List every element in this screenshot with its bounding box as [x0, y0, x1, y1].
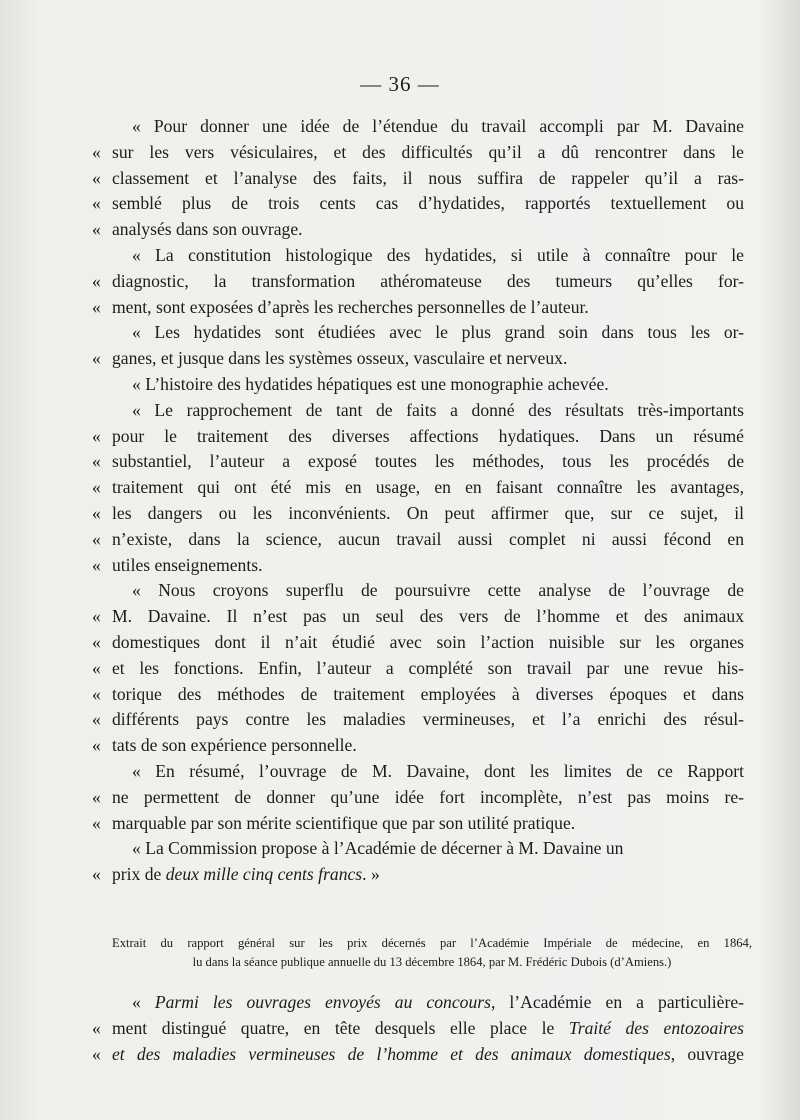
closing-italic-2: Traité des entozoaires [568, 1017, 744, 1038]
line-text: « L’histoire des hydatides hépatiques est une monographie achevée. [132, 373, 609, 394]
quote-mark: « [92, 657, 101, 678]
closing-line-3 [92, 1042, 744, 1068]
text-line [112, 578, 744, 604]
line-text: différents pays contre les maladies vermineuses, et l’a enrichi des résul- [112, 709, 744, 730]
text-line [112, 243, 744, 269]
quote-mark: « [92, 167, 101, 188]
text-line [92, 501, 744, 527]
quote-mark: « [92, 1043, 101, 1064]
quote-mark: « [92, 219, 101, 240]
line-text: ment, sont exposées d’après les recherches personnelles de l’auteur. [112, 296, 589, 317]
text-line [92, 707, 744, 733]
quote-mark: « [92, 502, 101, 523]
quote-mark: « [92, 296, 101, 317]
main-text [92, 114, 744, 888]
line-text: pour le traitement des diverses affections hydatiques. Dans un résumé [112, 425, 744, 446]
text-line [92, 527, 744, 553]
line-text: « En résumé, l’ouvrage de M. Davaine, dont les limites de ce Rapport [132, 760, 744, 781]
text-line [92, 217, 744, 243]
quote-mark: « [92, 812, 101, 833]
line-text: « Pour donner une idée de l’étendue du travail accompli par M. Davaine [132, 116, 744, 136]
page-number: — 36 — [360, 72, 440, 96]
line-text: analysés dans son ouvrage. [112, 219, 303, 240]
text-line [92, 811, 744, 837]
text-line [92, 475, 744, 501]
line-text: M. Davaine. Il n’est pas un seul des vers de l’homme et des animaux [112, 606, 744, 627]
closing-text-2 [112, 1018, 744, 1038]
closing-italic-1: Parmi les ouvrages envoyés au concours [154, 992, 491, 1012]
quote-mark: « [92, 425, 101, 446]
closing-part-2a: ment distingué quatre, en tête desquels elle place le [112, 1017, 569, 1038]
text-line [112, 836, 744, 862]
quote-mark: « [92, 477, 101, 498]
line-text: utiles enseignements. [112, 554, 263, 575]
line-text: semblé plus de trois cents cas d’hydatides, rapportés textuellement ou [112, 193, 744, 214]
quote-mark: « [92, 141, 101, 162]
closing-text [92, 990, 744, 1067]
text-line [92, 656, 744, 682]
line-text: les dangers ou les inconvénients. On peut affirmer que, sur ce sujet, il [112, 502, 744, 523]
quote-mark: « [92, 528, 101, 549]
text-line [92, 682, 744, 708]
quote-mark: « [92, 270, 101, 291]
line-text: « Nous croyons superflu de poursuivre cette analyse de l’ouvrage de [132, 580, 744, 601]
text-line-final [92, 862, 744, 888]
text-line [92, 424, 744, 450]
quote-mark: « [92, 709, 101, 730]
text-line [92, 553, 744, 579]
line-text: ganes, et jusque dans les systèmes osseux, vasculaire et nerveux. [112, 348, 568, 369]
quote-mark: « [92, 631, 101, 652]
caption-line-2: lu dans la séance publique annuelle du 13 décembre 1864, par M. Frédéric Dubois (d’Amiens.) [192, 955, 672, 969]
line-text: classement et l’analyse des faits, il nous suffira de rappeler qu’il a ras- [112, 167, 744, 188]
line-text: tats de son expérience personnelle. [112, 735, 357, 756]
text-line [92, 295, 744, 321]
text-line [92, 140, 744, 166]
closing-rest-3: , ouvrage [670, 1043, 744, 1064]
line-text-before: prix de [112, 864, 166, 885]
line-text: sur les vers vésiculaires, et des difficultés qu’il a dû rencontrer dans le [112, 141, 744, 162]
line-text: ne permettent de donner qu’une idée fort incomplète, n’est pas moins re- [112, 786, 744, 807]
quote-mark: « [92, 1017, 101, 1038]
closing-rest-1: , l’Académie en a particulière- [490, 992, 744, 1012]
text-line [92, 449, 744, 475]
text-line [92, 604, 744, 630]
quote-mark: « [92, 193, 101, 214]
quote-mark: « [92, 606, 101, 627]
text-line [92, 166, 744, 192]
closing-italic-3: et des maladies vermineuses de l’homme et des animaux domestiques [112, 1043, 671, 1064]
line-text [112, 864, 380, 884]
line-text: domestiques dont il n’ait étudié avec soin l’action nuisible sur les organes [112, 631, 744, 652]
report-caption [112, 934, 752, 972]
quote-mark: « [92, 864, 101, 885]
text-line [112, 398, 744, 424]
italic-amount: deux mille cinq cents francs [165, 864, 363, 885]
line-text: « Le rapprochement de tant de faits a donné des résultats très-importants [132, 399, 744, 420]
text-line [112, 372, 744, 398]
caption-line-1: Extrait du rapport général sur les prix décernés par l’Académie Impériale de médecine, en 1864, [112, 936, 752, 950]
text-line [112, 114, 744, 140]
text-line [112, 320, 744, 346]
line-text: marquable par son mérite scientifique que par son utilité pratique. [112, 812, 576, 833]
quote-mark: « [132, 992, 141, 1012]
text-line [92, 785, 744, 811]
text-line [92, 346, 744, 372]
quote-mark: « [92, 554, 101, 575]
line-text: et les fonctions. Enfin, l’auteur a complété son travail par une revue his- [112, 657, 744, 678]
closing-line-1 [112, 990, 744, 1016]
line-text: « La Commission propose à l’Académie de décerner à M. Davaine un [132, 838, 624, 859]
line-text: n’existe, dans la science, aucun travail aussi complet ni aussi fécond en [112, 528, 744, 549]
closing-line-2 [92, 1016, 744, 1042]
quote-mark: « [92, 735, 101, 756]
quote-mark: « [92, 348, 101, 369]
quote-mark: « [92, 451, 101, 472]
line-text: « Les hydatides sont étudiées avec le plus grand soin dans tous les or- [132, 322, 744, 343]
text-line [92, 269, 744, 295]
text-line [92, 733, 744, 759]
line-text: diagnostic, la transformation athéromateuse des tumeurs qu’elles for- [112, 270, 744, 291]
text-line [92, 191, 744, 217]
quote-mark: « [92, 683, 101, 704]
line-text-after: . » [362, 864, 380, 885]
line-text: « La constitution histologique des hydatides, si utile à connaître pour le [132, 244, 744, 265]
closing-text-3 [112, 1044, 744, 1064]
text-line [112, 759, 744, 785]
quote-mark: « [92, 786, 101, 807]
line-text: substantiel, l’auteur a exposé toutes les méthodes, tous les procédés de [112, 451, 744, 472]
line-text: traitement qui ont été mis en usage, en en faisant connaître les avantages, [112, 477, 744, 498]
text-line [92, 630, 744, 656]
line-text: torique des méthodes de traitement employées à diverses époques et dans [112, 683, 744, 704]
